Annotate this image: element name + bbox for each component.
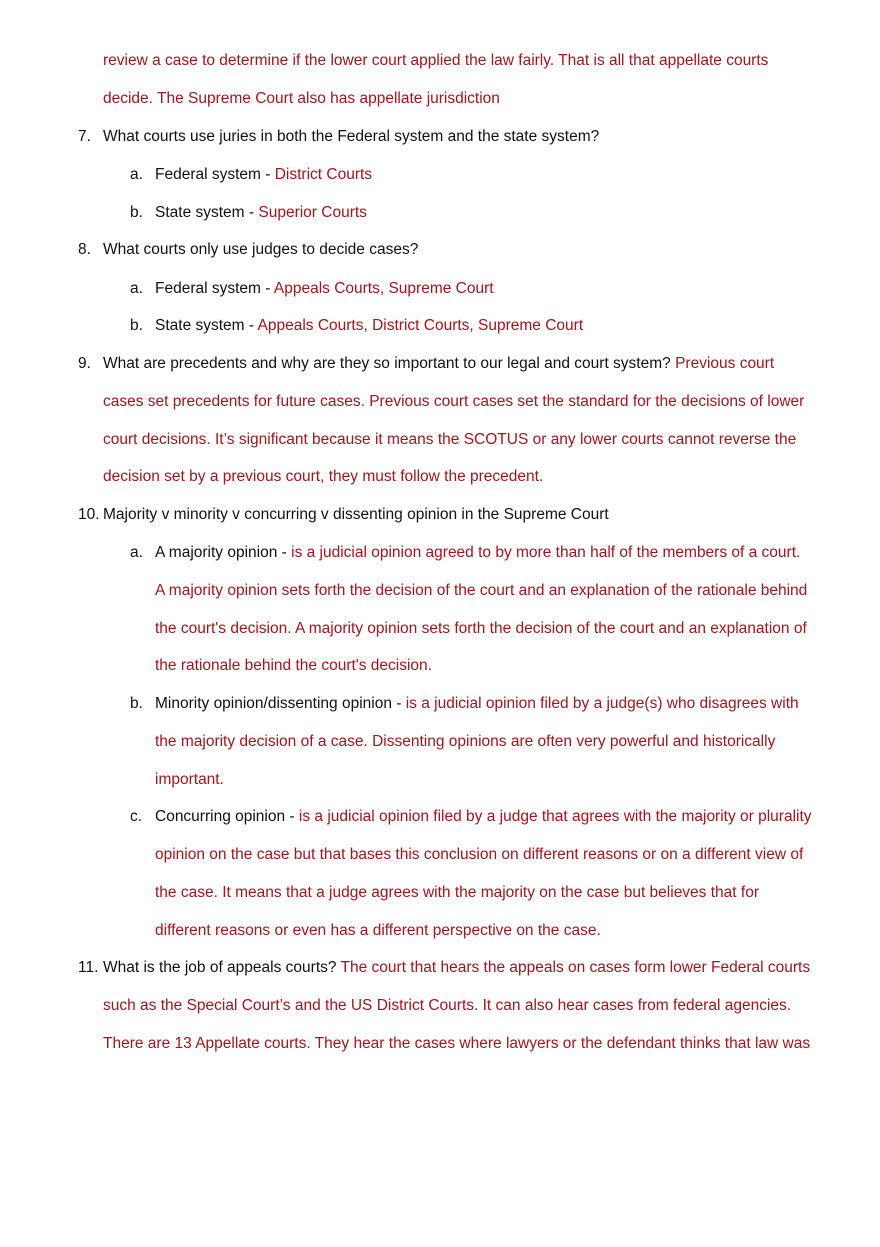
answer-line: There are 13 Appellate courts. They hear the cases where lawyers or the defendant thinks that law was (103, 1035, 811, 1052)
q7-federal-item (155, 165, 372, 185)
answer-line: cases set precedents for future cases. Previous court cases set the standard for the decisions of lower (103, 393, 805, 410)
dissenting-opinion-item (155, 694, 799, 714)
answer-text: Previous court (675, 355, 775, 372)
question-number: 11. (78, 959, 99, 976)
sub-marker: b. (130, 317, 143, 334)
answer-line: important. (155, 771, 224, 788)
continuation-line-2: decide. The Supreme Court also has appellate jurisdiction (103, 90, 500, 107)
question-label: What are precedents and why are they so important to our legal and court system? (103, 355, 676, 372)
item-answer: is a judicial opinion agreed to by more than half of the members of a court. (291, 544, 801, 561)
q8-state-item (155, 316, 583, 336)
item-label: State system - (155, 317, 258, 334)
item-answer: is a judicial opinion filed by a judge that agrees with the majority or plurality (298, 808, 812, 825)
question-number: 8. (78, 241, 91, 258)
q7-state-item (155, 203, 367, 223)
item-label: Minority opinion/dissenting opinion - (155, 695, 406, 712)
sub-marker: a. (130, 280, 143, 297)
q8-federal-item (155, 279, 494, 299)
item-answer: Appeals Courts, Supreme Court (273, 280, 494, 297)
answer-line: the court's decision. A majority opinion sets forth the decision of the court and an explanation of (155, 620, 807, 637)
question-number: 9. (78, 355, 91, 372)
answer-line: such as the Special Court’s and the US District Courts. It can also hear cases from federal agencies. (103, 997, 792, 1014)
answer-line: the majority decision of a case. Dissenting opinions are often very powerful and historically (155, 733, 776, 750)
sub-marker: c. (130, 808, 143, 825)
question-9-text (103, 354, 774, 374)
question-11-text (103, 958, 810, 978)
answer-line: decision set by a previous court, they must follow the precedent. (103, 468, 544, 485)
question-10-text: Majority v minority v concurring v dissenting opinion in the Supreme Court (103, 506, 609, 523)
item-answer: is a judicial opinion filed by a judge(s) who disagrees with (405, 695, 799, 712)
item-answer: Superior Courts (258, 204, 367, 221)
item-label: Federal system - (155, 166, 275, 183)
answer-line: court decisions. It’s significant because it means the SCOTUS or any lower courts cannot reverse the (103, 431, 797, 448)
answer-line: opinion on the case but that bases this conclusion on different reasons or on a different view of (155, 846, 804, 863)
item-label: Concurring opinion - (155, 808, 299, 825)
sub-marker: b. (130, 204, 143, 221)
answer-line: the rationale behind the court's decision. (155, 657, 432, 674)
answer-text: The court that hears the appeals on cases form lower Federal courts (340, 959, 811, 976)
sub-marker: a. (130, 544, 143, 561)
continuation-line-1: review a case to determine if the lower court applied the law fairly. That is all that appellate courts (103, 52, 769, 69)
item-label: Federal system - (155, 280, 274, 297)
question-label: What is the job of appeals courts? (103, 959, 341, 976)
majority-opinion-item (155, 543, 800, 563)
answer-line: A majority opinion sets forth the decision of the court and an explanation of the rationale behind (155, 582, 808, 599)
item-label: A majority opinion - (155, 544, 292, 561)
sub-marker: a. (130, 166, 143, 183)
answer-line: the case. It means that a judge agrees with the majority on the case but believes that for (155, 884, 759, 901)
answer-line: different reasons or even has a different perspective on the case. (155, 922, 601, 939)
item-answer: Appeals Courts, District Courts, Supreme Court (257, 317, 584, 334)
question-number: 7. (78, 128, 91, 145)
item-answer: District Courts (274, 166, 373, 183)
question-8-text: What courts only use judges to decide cases? (103, 241, 419, 258)
item-label: State system - (155, 204, 259, 221)
sub-marker: b. (130, 695, 143, 712)
question-number: 10. (78, 506, 100, 523)
concurring-opinion-item (155, 807, 812, 827)
question-7-text: What courts use juries in both the Federal system and the state system? (103, 128, 600, 145)
